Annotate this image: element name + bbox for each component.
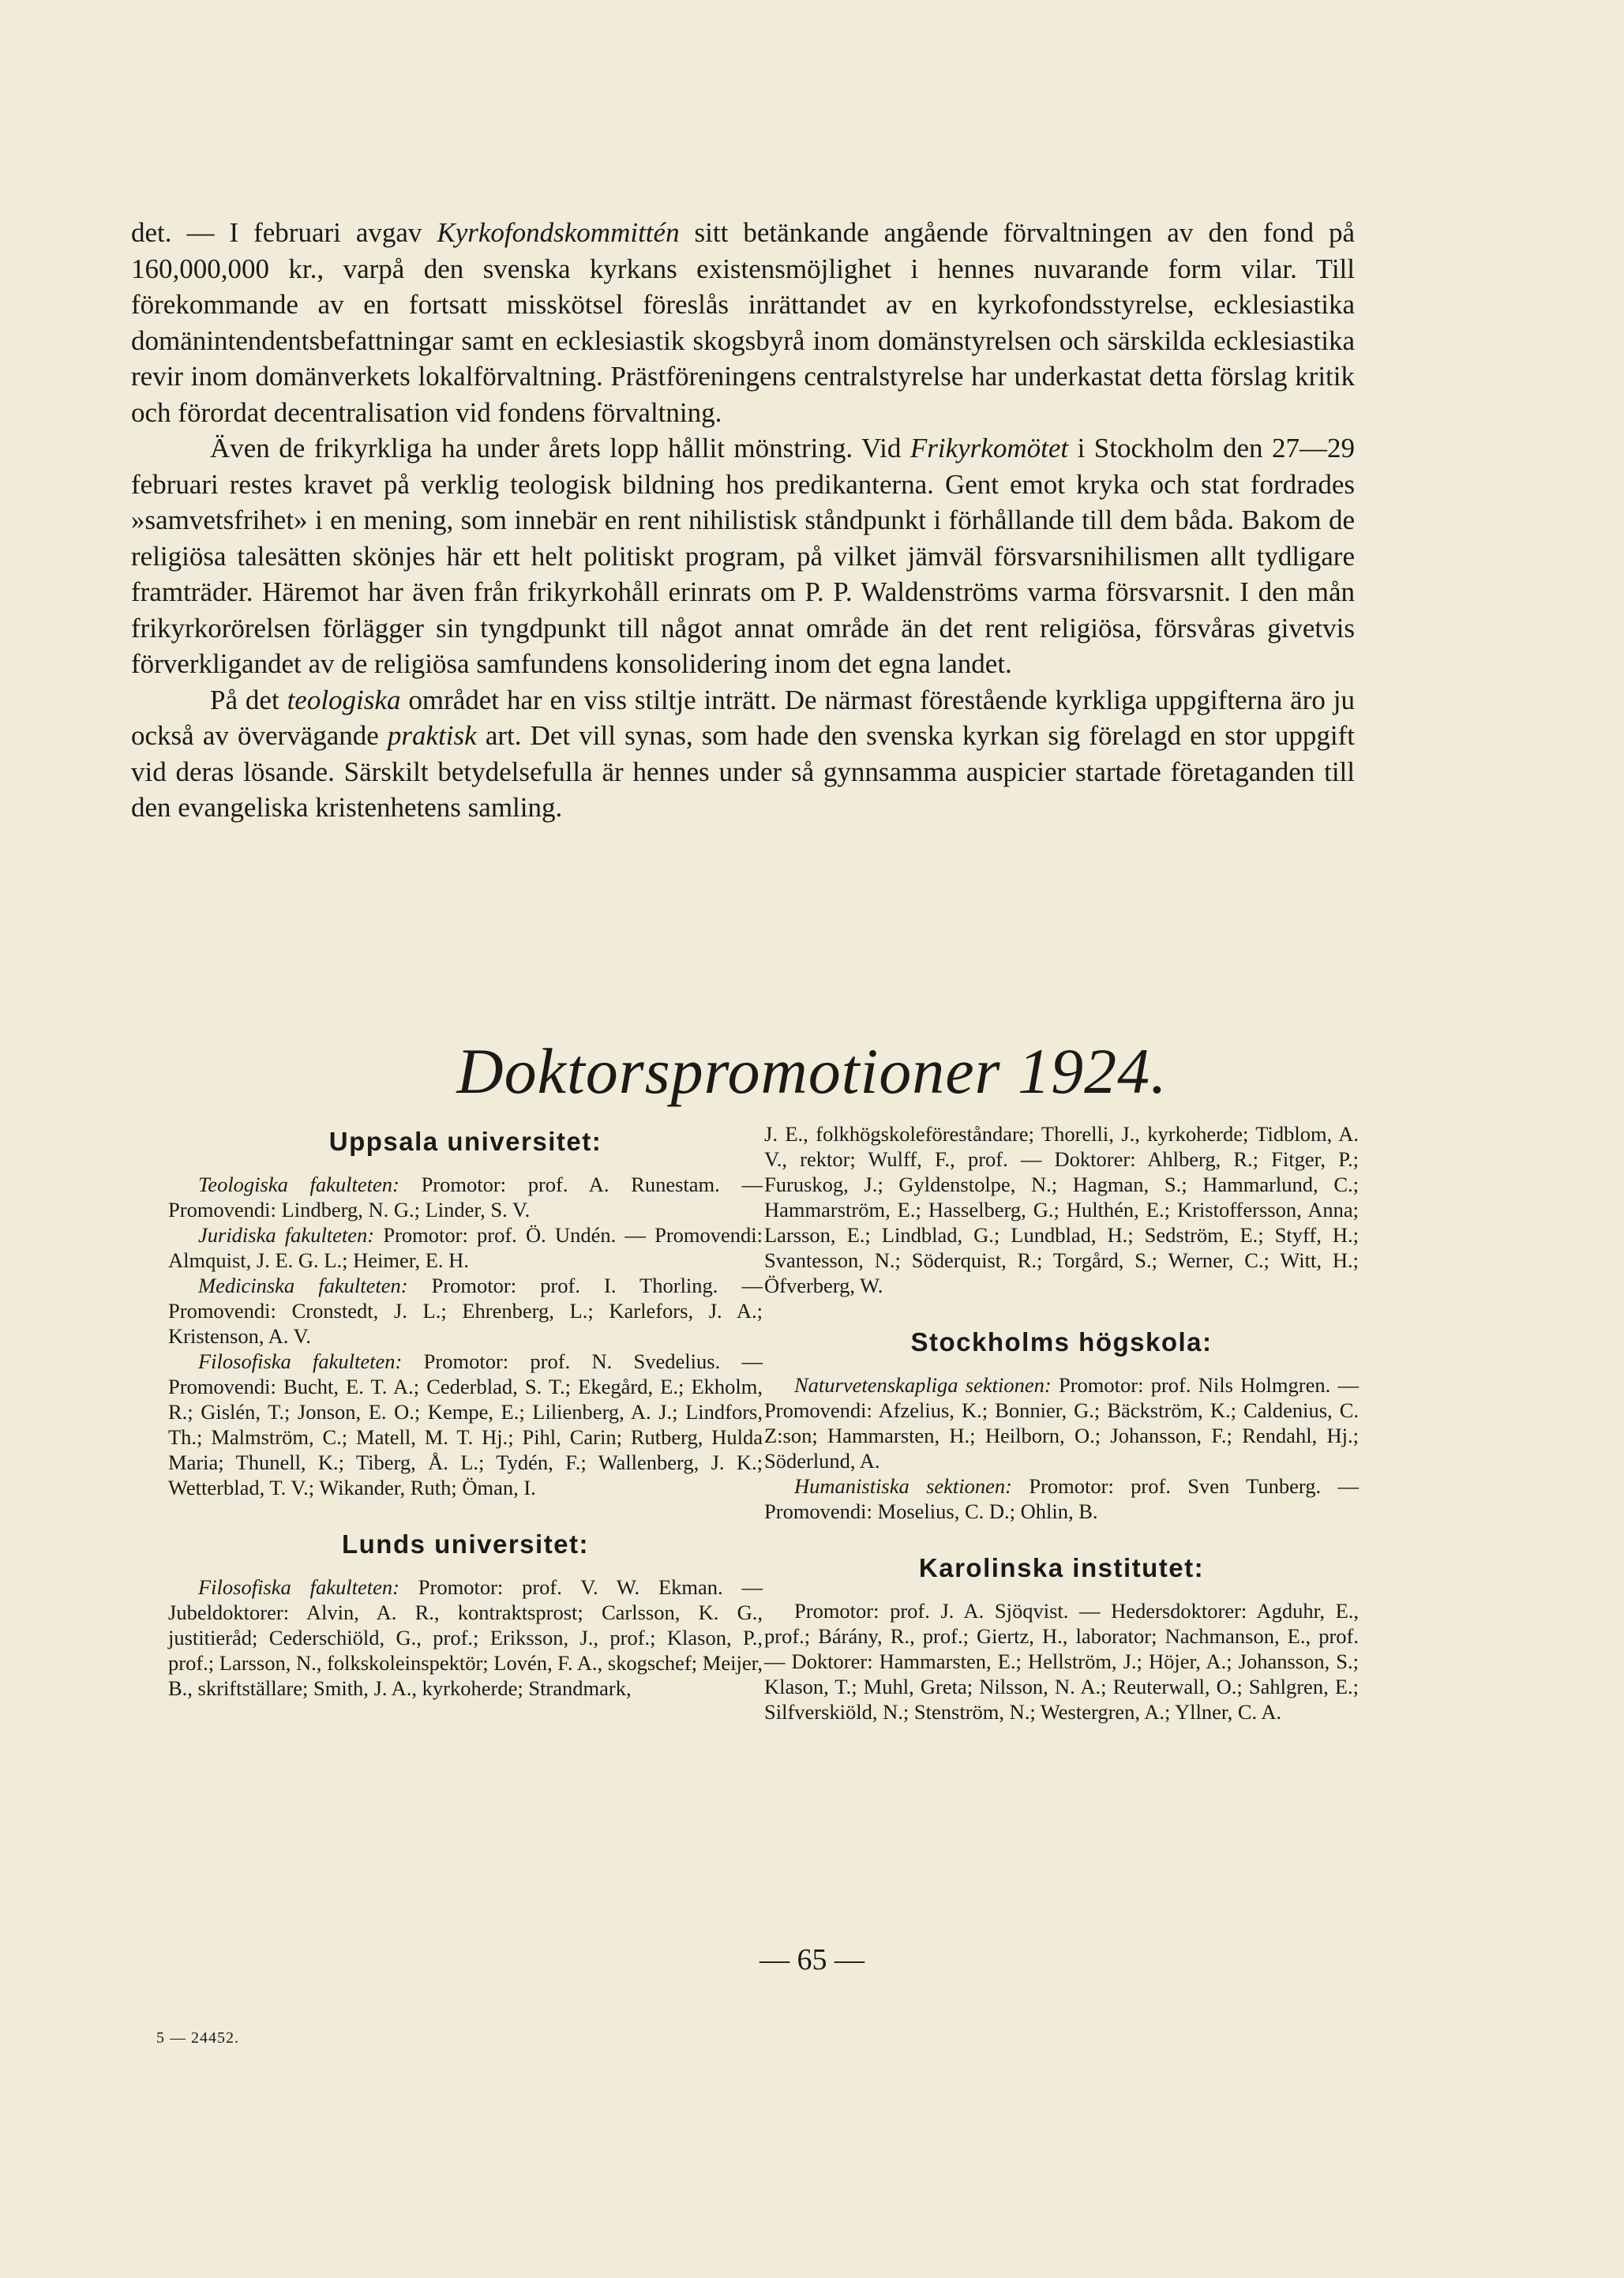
faculty-label: Filosofiska fakulteten: (198, 1575, 399, 1599)
uppsala-filosofiska-entry (168, 1349, 763, 1500)
entry-text: Promotor: prof. Ö. Undén. — Promovendi: Almquist, J. E. G. L.; Heimer, E. H. (168, 1223, 763, 1272)
page-number: — 65 — (759, 1943, 865, 1976)
lund-filosofiska-continued: J. E., folkhögskoleföreståndare; Thorelli, J., kyrkoherde; Tidblom, A. V., rektor; Wulff, F., prof. — Doktorer: Ahlberg, R.; Fitger, P.; Furuskog, J.; Gyldenstolpe, N.; Hagman, S.; Hammarlund, C.; Hammarström, E.; Hasselberg, G.; Hulthén, E.; Kristoffersson, Anna; Larsson, E.; Lindblad, G.; Lundblad, H.; Sedström, E.; Styff, H.; Svantesson, N.; Söderquist, R.; Torgård, S.; Werner, C.; Witt, H.; Öfverberg, W. (764, 1122, 1359, 1297)
stockholm-humanistiska-entry (764, 1473, 1359, 1524)
intro-emphasis: praktisk (387, 720, 477, 751)
intro-paragraph-3 (131, 682, 1355, 826)
stockholm-naturvetenskapliga-entry (764, 1372, 1359, 1473)
intro-text (131, 215, 1355, 826)
section-heading: Doktorspromotioner 1924. (456, 1035, 1168, 1107)
intro-text-run: i Stockholm den 27—29 februari restes kravet på verklig teologisk bildning hos predikanterna. Gent emot kryka och stat fordrades »samvetsfrihet» i en mening, som innebär en rent nihilistisk ståndpunkt i förhållande till dem båda. Bakom de religiösa talesätten skönjes här ett helt politiskt program, på vilket jämväl försvarsnihilismen allt tydligare framträder. Häremot har även från frikyrkohåll erinrats om P. P. Waldenströms varma försvarsnit. I den mån frikyrkorörelsen förlägger sin tyngdpunkt till något annat område än det rent religiösa, försvåras givetvis förverkligandet av de religiösa samfundens konsolidering inom det egna landet. (131, 433, 1355, 679)
intro-text-run: På det (210, 684, 287, 715)
entry-text: Promotor: prof. V. W. Ekman. — Jubeldoktorer: Alvin, A. R., kontraktsprost; Carlsson, K. G., justitieråd; Cederschiöld, G., prof.; Eriksson, J., prof.; Klason, P., prof.; Larsson, N., folkskoleinspektör; Lovén, F. A., skogschef; Meijer, B., skriftställare; Smith, J. A., kyrkoherde; Strandmark, (168, 1575, 763, 1700)
lund-title: Lunds universitet: (341, 1529, 590, 1559)
intro-paragraph-2 (131, 430, 1355, 682)
intro-emphasis: Frikyrkomötet (910, 433, 1069, 463)
intro-text-run: Även de frikyrkliga ha under årets lopp hållit mönstring. Vid (210, 433, 910, 463)
intro-paragraph-1 (131, 215, 1355, 430)
karolinska-entry: Promotor: prof. J. A. Sjöqvist. — Hedersdoktorer: Agduhr, E., prof.; Bárány, R., prof.; Giertz, H., laborator; Nachmanson, E., prof. — Doktorer: Hammarsten, E.; Hellström, J.; Höjer, A.; Johansson, S.; Klason, T.; Muhl, Greta; Nilsson, N. A.; Reuterwall, O.; Sahlgren, E.; Silfverskiöld, N.; Stenström, N.; Westergren, A.; Yllner, C. A. (764, 1599, 1359, 1724)
faculty-label: Filosofiska fakulteten: (198, 1349, 403, 1373)
entry-text: Promotor: prof. N. Svedelius. — Promovendi: Bucht, E. T. A.; Cederblad, S. T.; Ekegård, E.; Ekholm, R.; Gislén, T.; Jonson, E. O.; Kempe, E.; Lilienberg, A. J.; Lindfors, Th.; Malmström, C.; Matell, M. T. Hj.; Pihl, Carin; Rutberg, Hulda Maria; Thunell, K.; Tiberg, Å. L.; Tydén, F.; Wallenberg, J. K.; Wetterblad, T. V.; Wikander, Ruth; Öman, I. (168, 1349, 763, 1499)
intro-emphasis: Kyrkofondskommittén (437, 217, 680, 248)
right-column (764, 1121, 1359, 1724)
intro-text-run: sitt betänkande angående förvaltningen av den fond på 160,000,000 kr., varpå den svenska kyrkans existensmöjlighet i hennes nuvarande form vilar. Till förekommande av en fortsatt misskötsel föreslås inrättandet av en kyrkofondsstyrelse, ecklesiastika domänintendentsbefattningar samt en ecklesiastik skogsbyrå inom domänstyrelsen och särskilda ecklesiastika revir inom domänverkets lokalförvaltning. Prästföreningens centralstyrelse har underkastat detta förslag kritik och förordat decentralisation vid fondens förvaltning. (131, 217, 1356, 428)
uppsala-juridiska-entry (168, 1222, 763, 1273)
faculty-label: Humanistiska sektionen: (794, 1474, 1012, 1498)
intro-text-run: art. Det vill synas, som hade den svenska kyrkan sig förelagd en stor uppgift vid deras lösande. Särskilt betydelsefulla är hennes under så gynnsamma auspicier startade företaganden till den evangeliska kristenhetens samling. (131, 720, 1355, 823)
stockholm-title: Stockholms högskola: (910, 1327, 1213, 1357)
faculty-label: Teologiska fakulteten: (198, 1173, 399, 1196)
entry-text: Promotor: prof. A. Runestam. — Promovendi: Lindberg, N. G.; Linder, S. V. (168, 1173, 763, 1222)
entry-text: Promotor: prof. I. Thorling. — Promovendi: Cronstedt, J. L.; Ehrenberg, L.; Karlefors, J. A.; Kristenson, A. V. (168, 1274, 763, 1348)
uppsala-teologiska-entry (168, 1172, 763, 1222)
uppsala-medicinska-entry (168, 1273, 763, 1349)
entry-text: Promotor: prof. Sven Tunberg. — Promovendi: Moselius, C. D.; Ohlin, B. (764, 1474, 1359, 1523)
faculty-label: Naturvetenskapliga sektionen: (794, 1373, 1052, 1397)
faculty-label: Medicinska fakulteten: (198, 1274, 408, 1297)
intro-emphasis: teologiska (287, 684, 401, 715)
karolinska-title: Karolinska institutet: (918, 1553, 1205, 1582)
entry-text: Promotor: prof. Nils Holmgren. — Promovendi: Afzelius, K.; Bonnier, G.; Bäckström, K.; Caldenius, C. Z:son; Hammarsten, H.; Heilborn, O.; Johansson, F.; Rendahl, Hj.; Söderlund, A. (764, 1373, 1360, 1473)
left-column (168, 1121, 763, 1701)
intro-text-run: det. — I februari avgav (131, 217, 437, 248)
print-number: 5 — 24452. (156, 2029, 239, 2047)
lund-filosofiska-entry (168, 1574, 763, 1701)
uppsala-title: Uppsala universitet: (328, 1127, 602, 1156)
faculty-label: Juridiska fakulteten: (198, 1223, 375, 1247)
intro-text-run: området har en viss stiltje inträtt. De närmast förestående kyrkliga uppgifterna äro ju också av övervägande (131, 684, 1355, 751)
